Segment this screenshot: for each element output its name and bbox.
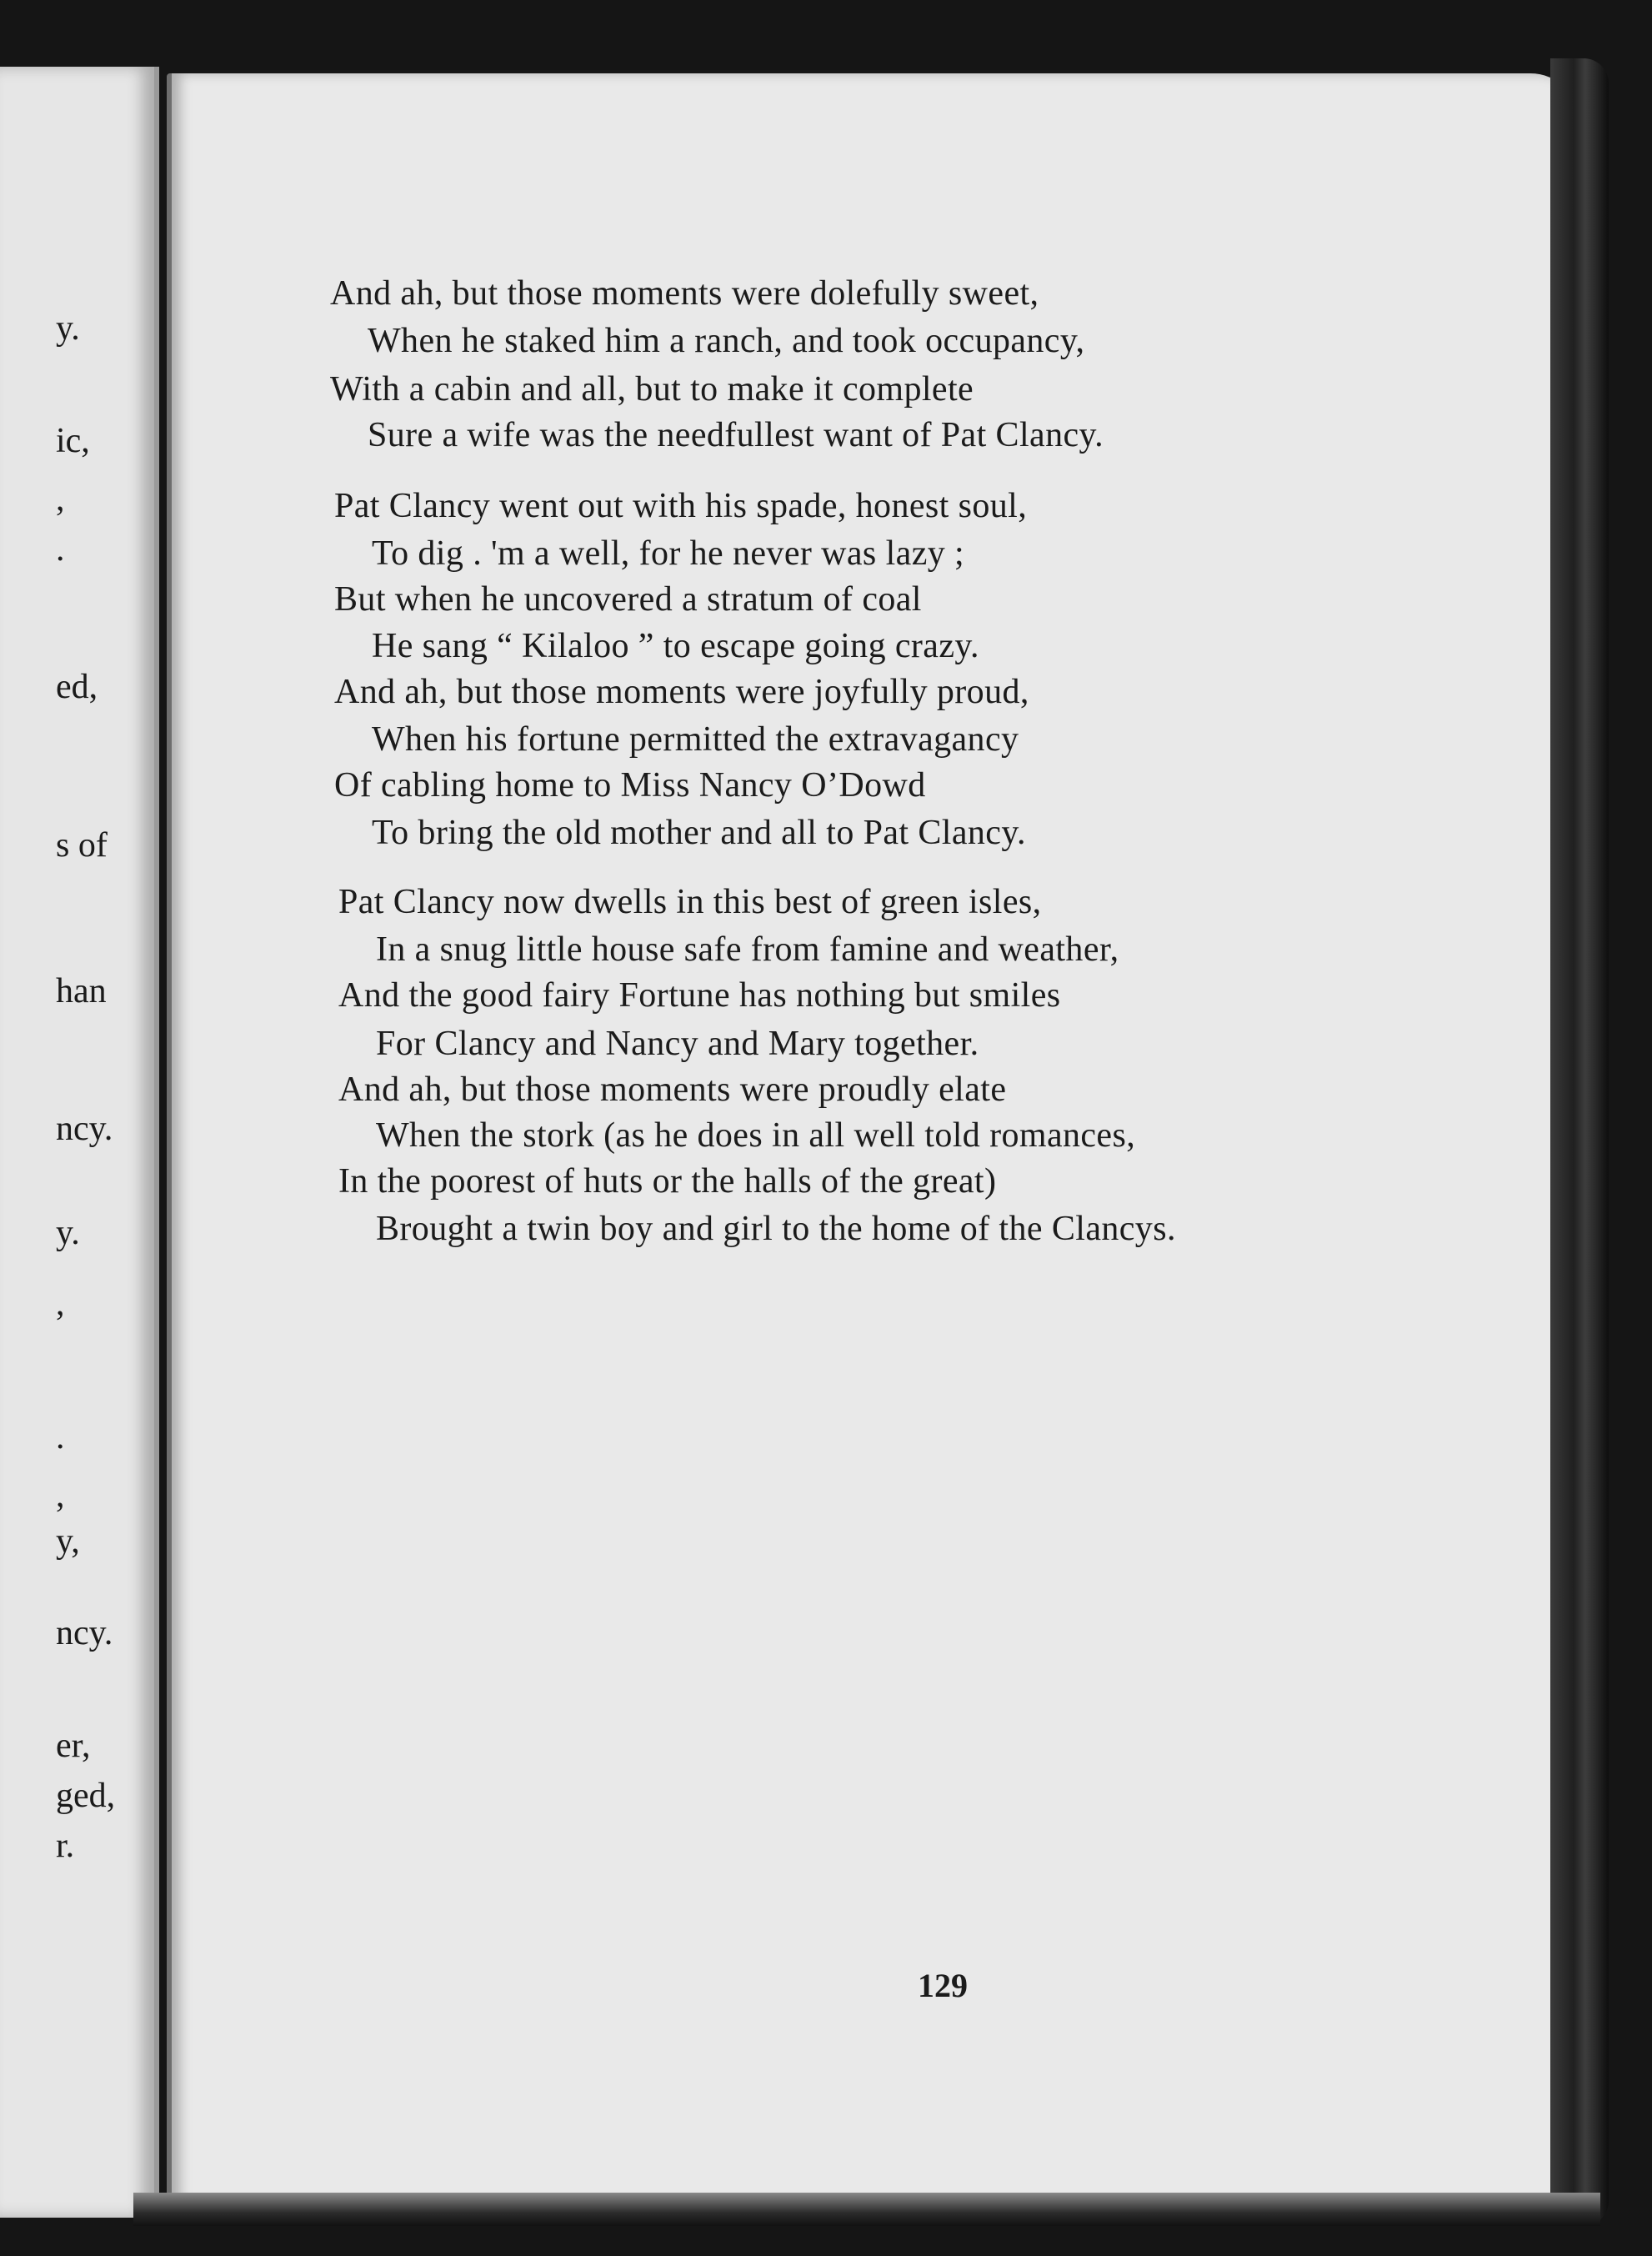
left-page-line-fragment: ged, [56,1777,116,1815]
poem-line: Sure a wife was the needfullest want of Pat Clancy. [368,416,1104,454]
poem-line: When he staked him a ranch, and took occupancy, [368,322,1085,360]
poem-line: With a cabin and all, but to make it complete [330,370,974,409]
poem-line: For Clancy and Nancy and Mary together. [376,1025,979,1063]
poem-line: Pat Clancy now dwells in this best of green isles, [338,883,1042,921]
poem-line: And ah, but those moments were proudly elate [338,1070,1007,1109]
left-page-line-fragment: ed, [56,668,98,706]
poem-line: In the poorest of huts or the halls of the great) [338,1162,997,1201]
left-page-line-fragment: ncy. [56,1110,113,1148]
left-page-line-fragment: , [56,1476,65,1515]
right-page [167,73,1580,2216]
left-page-line-fragment: , [56,480,65,519]
poem-line: And the good fairy Fortune has nothing but smiles [338,976,1061,1015]
poem-line: He sang “ Kilaloo ” to escape going crazy. [372,627,979,665]
poem-line: To bring the old mother and all to Pat Clancy. [372,814,1026,852]
page-number: 129 [918,1967,968,2004]
poem-line: When the stork (as he does in all well told romances, [376,1116,1136,1155]
left-page-line-fragment: . [56,1418,65,1456]
left-page-line-fragment: , [56,1285,65,1323]
poem [172,73,1580,2216]
poem-line: To dig . 'm a well, for he never was lazy ; [372,534,965,573]
poem-line: When his fortune permitted the extravagancy [372,720,1019,759]
poem-line: Pat Clancy went out with his spade, honest soul, [334,487,1028,525]
page-edge-shadow [1550,58,1609,2226]
left-page-line-fragment: y. [56,1214,80,1252]
left-page-line-fragment: s of [56,826,108,865]
poem-line: Brought a twin boy and girl to the home of the Clancys. [376,1210,1176,1248]
left-page-line-fragment: ic, [56,422,90,460]
left-page-line-fragment: y. [56,309,80,348]
poem-line: In a snug little house safe from famine and weather, [376,930,1119,969]
left-page-line-fragment: er, [56,1727,91,1765]
left-page-line-fragment: han [56,972,107,1010]
poem-line: Of cabling home to Miss Nancy O’Dowd [334,766,926,805]
left-page [0,67,159,2218]
bottom-page-edge [133,2193,1600,2226]
poem-line: And ah, but those moments were dolefully sweet, [330,274,1039,313]
left-page-line-fragment: y, [56,1522,80,1561]
left-page-line-fragment: . [56,530,65,569]
left-page-line-fragment: r. [56,1827,75,1865]
left-page-line-fragment: ncy. [56,1614,113,1652]
poem-line: But when he uncovered a stratum of coal [334,580,922,619]
poem-line: And ah, but those moments were joyfully proud, [334,673,1029,711]
